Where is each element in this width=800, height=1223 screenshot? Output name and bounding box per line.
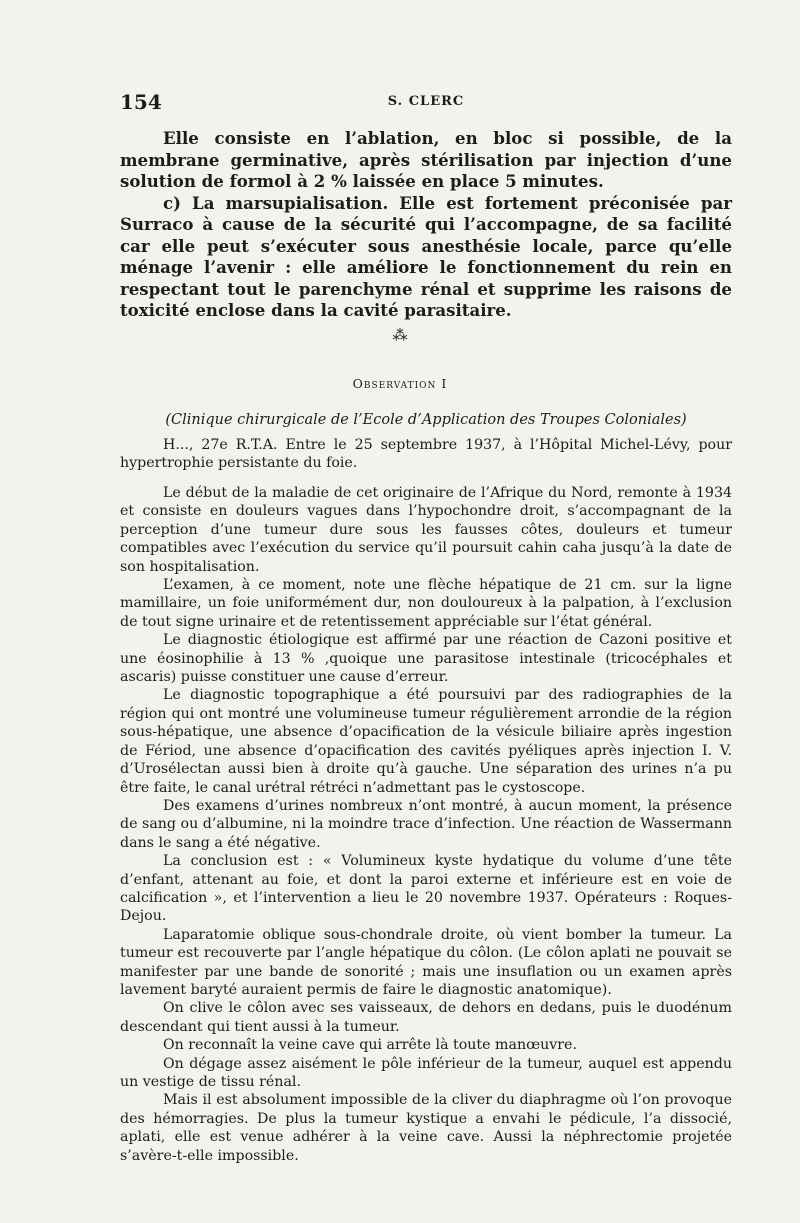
page-number: 154 xyxy=(120,90,162,114)
obs-paragraph: Le début de la maladie de cet originaire de l’Afrique du Nord, remonte à 1934 et consiste en douleurs vagues dans l’hypochondre droit, s’accompagnant de la perception d’une tumeur dure sous les fausses côtes, douleurs et tumeur compatibles avec l’exécution du service qu’il poursuit cahin caha jusqu’à la date de son hospitalisation. xyxy=(120,485,732,575)
observation-intro xyxy=(120,436,732,473)
obs-paragraph: Mais il est absolument impossible de la cliver du diaphragme où l’on provoque des hémorragies. De plus la tumeur kystique a envahi le pédicule, l’a dissocié, aplati, elle est venue adhérer à la veine cave. Aussi la néphrectomie projetée s’avère-t-elle impossible. xyxy=(120,1092,732,1164)
obs-paragraph: On reconnaît la veine cave qui arrête là toute manœuvre. xyxy=(163,1037,577,1054)
intro-paragraph: H..., 27e R.T.A. Entre le 25 septembre 1937, à l’Hôpital Michel-Lévy, pour hypertrophie persistante du foie. xyxy=(120,437,732,472)
paragraph-formol: Elle consiste en l’ablation, en bloc si possible, de la membrane germinative, après stérilisation par injection d’une solution de formol à 2 % laissée en place 5 minutes. xyxy=(120,128,732,191)
obs-paragraph: On dégage assez aisément le pôle inférieur de la tumeur, auquel est appendu un vestige de tissu rénal. xyxy=(120,1055,732,1090)
clinic-subtitle: (Clinique chirurgicale de l’Ecole d’Application des Troupes Coloniales) xyxy=(165,412,687,428)
obs-paragraph: La conclusion est : « Volumineux kyste hydatique du volume d’une tête d’enfant, attenant au foie, et dont la paroi externe et inférieure est en voie de calcification », et l’intervention a lieu le 20 novembre 1937. Opérateurs : Roques-Dejou. xyxy=(120,853,732,925)
obs-paragraph: Laparatomie oblique sous-chondrale droite, où vient bomber la tumeur. La tumeur est recouverte par l’angle hépatique du côlon. (Le côlon aplati ne pouvait se manifester par une bande de sonorité ; mais une insuflation ou un examen après lavement baryté auraient permis de faire le diagnostic anatomique). xyxy=(120,926,732,998)
obs-paragraph: Le diagnostic topographique a été poursuivi par des radiographies de la région qui ont montré une volumineuse tumeur régulièrement arrondie de la région sous-hépatique, une absence d’opacification de la vésicule biliaire après ingestion de Fériod, une absence d’opacification des cavités pyéliques après injection I. V. d’Urosélectan aussi bien à droite qu’à gauche. Une séparation des urines n’a pu être faite, le canal urétral rétréci n’admettant pas le cystoscope. xyxy=(120,687,732,796)
observation-body xyxy=(120,484,732,1165)
paragraph-marsupialisation: c) La marsupialisation. Elle est fortement préconisée par Surraco à cause de la sécurité qui l’accompagne, de sa facilité car elle peut s’exécuter sous anesthésie locale, parce qu’elle ménage l’avenir : elle améliore le fonctionnement du rein en respectant tout le parenchyme rénal et supprime les raisons de toxicité enclose dans la cavité parasitaire. xyxy=(120,192,732,320)
obs-paragraph: L’examen, à ce moment, note une flèche hépatique de 21 cm. sur la ligne mamillaire, un foie uniformément dur, non douloureux à la palpation, à l’exclusion de tout signe urinaire et de retentissement appréciable sur l’état général. xyxy=(120,577,732,630)
running-head: S. CLERC xyxy=(387,94,465,109)
obs-paragraph: Le diagnostic étiologique est affirmé par une réaction de Cazoni positive et une éosinophilie à 13 % ,quoique une parasitose intestinale (tricocéphales et ascaris) puisse constituer une cause d’erreur. xyxy=(120,632,732,686)
obs-paragraph: Des examens d’urines nombreux n’ont montré, à aucun moment, la présence de sang ou d’albumine, ni la moindre trace d’infection. Une réaction de Wassermann dans le sang a été négative. xyxy=(120,797,732,851)
top-text-block xyxy=(120,128,732,322)
observation-title: Observation I xyxy=(352,376,448,391)
asterism-separator: ⁂ xyxy=(392,326,408,344)
page-header xyxy=(120,90,732,114)
obs-paragraph: On clive le côlon avec ses vaisseaux, de dehors en dedans, puis le duodénum descendant qui tient aussi à la tumeur. xyxy=(120,1000,732,1035)
